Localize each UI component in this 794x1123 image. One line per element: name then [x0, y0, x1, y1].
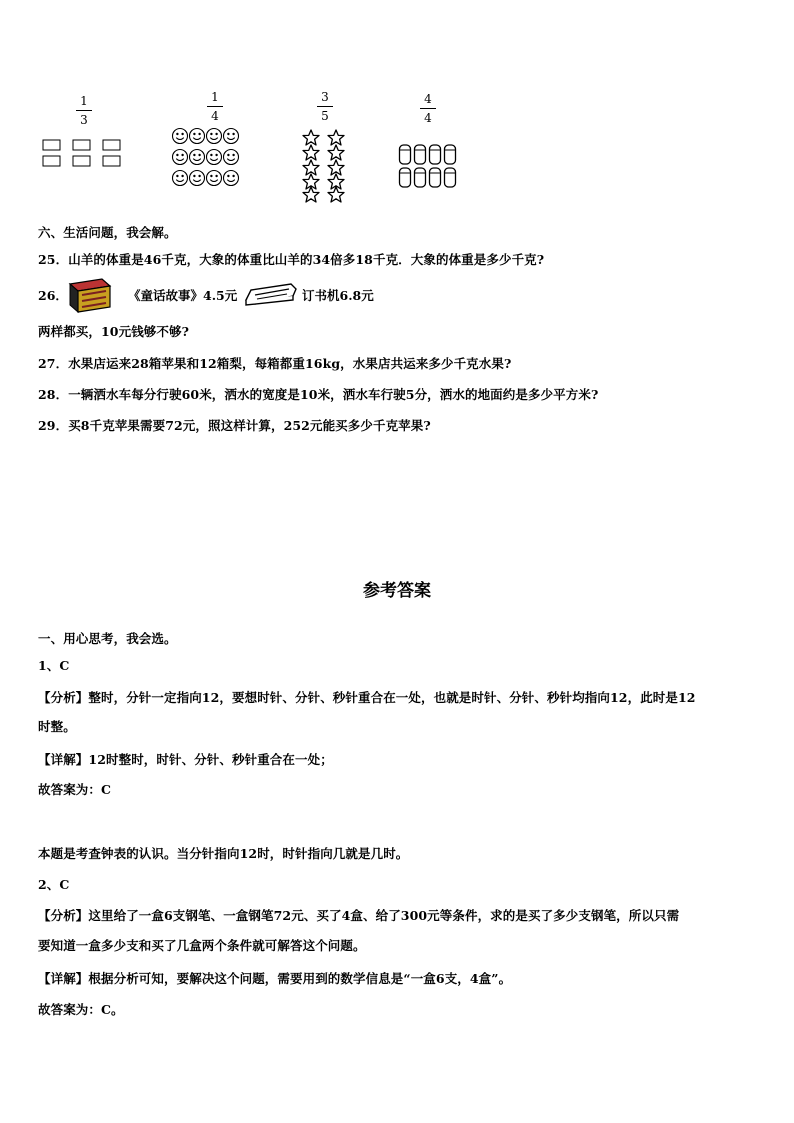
- smiley-icon: [173, 150, 188, 165]
- rectangle-icon: [73, 156, 90, 166]
- question-29: 29．买8千克苹果需要72元，照这样计算，252元能买多少千克苹果?: [38, 418, 431, 433]
- smiley-icon: [207, 171, 222, 186]
- numerator: 1: [80, 94, 88, 108]
- stapler-icon: [243, 280, 299, 310]
- can-icon: [400, 168, 411, 187]
- answer-2-analysis: 【分析】这里给了一盒6支钢笔、一盒钢笔72元、买了4盒、给了300元等条件，求的是买了多少支钢笔，所以只需: [38, 908, 680, 923]
- question-28: 28．一辆洒水车每分行驶60米，洒水的宽度是10米，洒水车行驶5分，洒水的地面约是多少平方米?: [38, 387, 599, 402]
- smiley-icon: [190, 129, 205, 144]
- answer-1-note: 本题是考查钟表的认识。当分针指向12时，时针指向几就是几时。: [38, 846, 409, 861]
- rectangle-icon: [73, 140, 90, 150]
- book-icon: [64, 278, 114, 314]
- rectangle-icon: [43, 140, 60, 150]
- can-icon: [445, 145, 456, 164]
- answer-2-result: 故答案为：C。: [38, 1002, 124, 1017]
- smiley-icon: [173, 129, 188, 144]
- can-icon: [415, 145, 426, 164]
- rectangles-figure: [42, 138, 122, 170]
- can-icon: [430, 145, 441, 164]
- book-price-label: 《童话故事》4.5元: [128, 288, 238, 303]
- denominator: 4: [211, 109, 219, 123]
- smiley-faces-figure: [168, 126, 254, 188]
- cans-figure: [396, 142, 462, 192]
- answer-1-label: 1、C: [38, 658, 70, 673]
- smiley-icon: [224, 129, 239, 144]
- question-26-text: 两样都买，10元钱够不够?: [38, 324, 190, 339]
- numerator: 3: [321, 90, 329, 104]
- rectangle-icon: [43, 156, 60, 166]
- fraction-four-quarters: [418, 92, 438, 125]
- can-icon: [400, 145, 411, 164]
- question-27: 27．水果店运来28箱苹果和12箱梨，每箱都重16kg，水果店共运来多少千克水果?: [38, 356, 512, 371]
- fraction-three-fifths: [315, 90, 335, 123]
- star-icon: [328, 145, 344, 160]
- star-icon: [303, 145, 319, 160]
- numerator: 1: [211, 90, 219, 104]
- answer-1-result: 故答案为：C: [38, 782, 112, 797]
- denominator: 3: [80, 113, 88, 127]
- answer-1-analysis: 【分析】整时，分针一定指向12，要想时针、分针、秒针重合在一处，也就是时针、分针、秒针均指向12，此时是12: [38, 690, 696, 705]
- rectangle-icon: [103, 156, 120, 166]
- stars-figure: [296, 128, 352, 204]
- star-icon: [303, 130, 319, 145]
- smiley-icon: [207, 150, 222, 165]
- answer-2-detail: 【详解】根据分析可知，要解决这个问题，需要用到的数学信息是“一盒6支，4盒”。: [38, 971, 512, 986]
- question-number: 26．: [38, 288, 68, 303]
- can-icon: [415, 168, 426, 187]
- star-icon: [328, 130, 344, 145]
- denominator: 5: [321, 109, 329, 123]
- can-icon: [430, 168, 441, 187]
- question-25: 25．山羊的体重是46千克，大象的体重比山羊的34倍多18千克．大象的体重是多少千克?: [38, 252, 545, 267]
- smiley-icon: [207, 129, 222, 144]
- smiley-icon: [224, 150, 239, 165]
- section-heading: 六、生活问题，我会解。: [38, 225, 177, 240]
- answers-title: 参考答案: [363, 581, 431, 601]
- answer-2-analysis-cont: 要知道一盒多少支和买了几盒两个条件就可解答这个问题。: [38, 938, 366, 953]
- stapler-price-label: 订书机6.8元: [302, 288, 374, 303]
- fraction-bar: [207, 106, 223, 107]
- numerator: 4: [424, 92, 432, 106]
- smiley-icon: [190, 171, 205, 186]
- answer-2-label: 2、C: [38, 877, 70, 892]
- star-icon: [328, 160, 344, 175]
- smiley-icon: [224, 171, 239, 186]
- smiley-icon: [190, 150, 205, 165]
- fraction-bar: [420, 108, 436, 109]
- smiley-icon: [173, 171, 188, 186]
- star-icon: [303, 160, 319, 175]
- answers-section-heading: 一、用心思考，我会选。: [38, 631, 177, 646]
- can-icon: [445, 168, 456, 187]
- answer-1-analysis-cont: 时整。: [38, 719, 76, 734]
- fraction-bar: [76, 110, 92, 111]
- fraction-bar: [317, 106, 333, 107]
- rectangle-icon: [103, 140, 120, 150]
- fraction-one-third: [74, 94, 94, 127]
- denominator: 4: [424, 111, 432, 125]
- fraction-one-quarter: [205, 90, 225, 123]
- answer-1-detail: 【详解】12时整时，时针、分针、秒针重合在一处；: [38, 752, 333, 767]
